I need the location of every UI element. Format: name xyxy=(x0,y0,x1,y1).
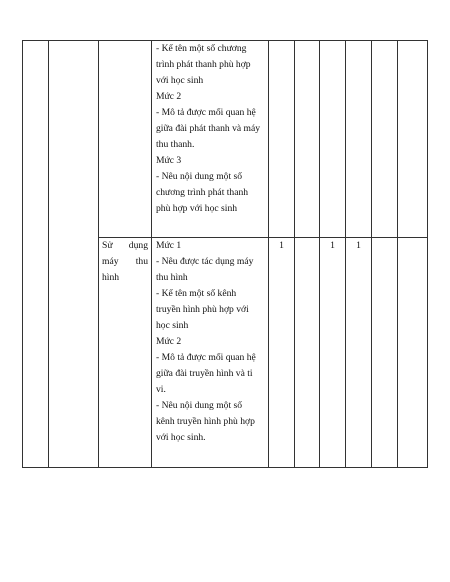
content-line: Mức 2 xyxy=(156,336,182,347)
content-line: - Mô tả được mối quan hệ xyxy=(156,107,256,118)
content-line: chương trình phát thanh xyxy=(156,187,249,198)
content-line: Mức 2 xyxy=(156,91,182,102)
content-line: - Nêu nội dung một số xyxy=(156,400,243,411)
count-cell: 1 xyxy=(320,238,346,468)
assessment-matrix-table xyxy=(22,40,428,468)
table-row xyxy=(23,41,428,238)
count-cell xyxy=(295,238,320,468)
content-line: thu hình xyxy=(156,272,188,283)
content-line: giữa đài truyền hình và ti xyxy=(156,368,253,379)
content-line: - Nêu nội dung một số xyxy=(156,171,243,182)
content-line: học sinh xyxy=(156,320,189,331)
content-line: Mức 3 xyxy=(156,155,182,166)
count-cell xyxy=(398,238,428,468)
content-cell xyxy=(152,238,269,468)
content-line: kênh truyền hình phù hợp xyxy=(156,416,255,427)
content-line: - Mô tả được mối quan hệ xyxy=(156,352,256,363)
content-cell xyxy=(152,41,269,238)
topic-line: Sử dụng xyxy=(102,240,148,251)
table-cell xyxy=(346,41,372,238)
content-line: truyền hình phù hợp với xyxy=(156,304,249,315)
content-line: với học sinh. xyxy=(156,432,206,443)
table-cell xyxy=(49,41,99,468)
content-line: - Kể tên một số kênh xyxy=(156,288,237,299)
content-line: với học sinh xyxy=(156,75,204,86)
content-line: thu thanh. xyxy=(156,139,195,150)
content-line: vi. xyxy=(156,384,166,395)
table-cell xyxy=(320,41,346,238)
count-cell: 1 xyxy=(269,238,295,468)
content-line: giữa đài phát thanh và máy xyxy=(156,123,261,134)
table-cell xyxy=(372,41,398,238)
table-cell xyxy=(269,41,295,238)
content-line: - Kể tên một số chương xyxy=(156,43,247,54)
table-cell xyxy=(295,41,320,238)
content-line: Mức 1 xyxy=(156,240,182,251)
content-line: - Nêu được tác dụng máy xyxy=(156,256,254,267)
count-cell: 1 xyxy=(346,238,372,468)
table-cell xyxy=(398,41,428,238)
count-cell xyxy=(372,238,398,468)
topic-line: máy thu xyxy=(102,256,148,267)
table-cell xyxy=(23,41,49,468)
topic-cell xyxy=(99,238,152,468)
content-line: phù hợp với học sinh xyxy=(156,203,238,214)
topic-line: hình xyxy=(102,272,120,283)
table-cell xyxy=(99,41,152,238)
content-line: trình phát thanh phù hợp xyxy=(156,59,251,70)
